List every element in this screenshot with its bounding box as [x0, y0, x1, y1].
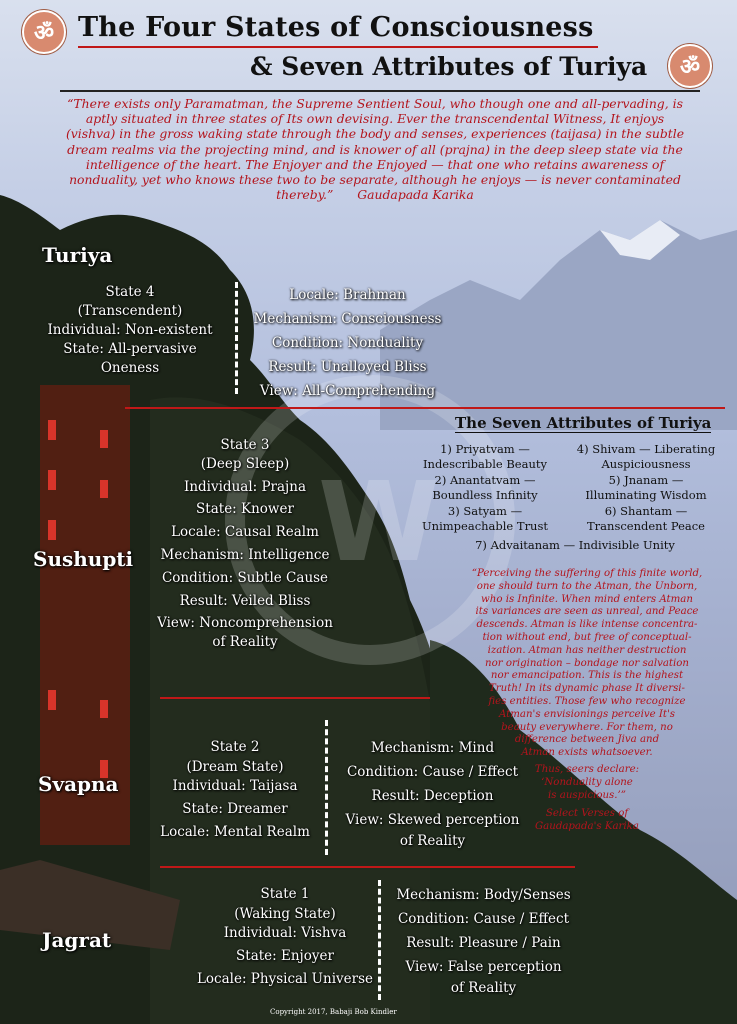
svapna-label: Svapna — [38, 772, 119, 796]
attribute-3-title: 3) Satyam — — [447, 504, 523, 518]
jagrat-line: Mechanism: Body/Senses — [396, 887, 571, 903]
sushupti-column — [140, 436, 350, 652]
attribute-3-meaning: Unimpeachable Trust — [421, 518, 548, 533]
jagrat-left-column — [190, 883, 380, 991]
svapna-line: of Reality — [399, 833, 466, 849]
verse-line: Truth! In its dynamic phase It diversi- — [489, 683, 685, 695]
jagrat-line: Condition: Cause / Effect — [397, 911, 570, 927]
verse-source: Select Verses of — [545, 808, 629, 820]
jagrat-line: of Reality — [450, 980, 517, 996]
sushupti-line: (Deep Sleep) — [200, 455, 290, 472]
attribute-2-title: 2) Anantatvam — — [434, 473, 536, 487]
attribute-4 — [566, 442, 726, 471]
copyright: Copyright 2017, Babaji Bob Kindler — [270, 1008, 397, 1016]
jagrat-line: State: Enjoyer — [236, 948, 334, 964]
verse-line: tion without end, but free of conceptual- — [482, 631, 692, 643]
svapna-line: Result: Deception — [371, 788, 494, 804]
verse-line: beauty everywhere. For them, no — [501, 721, 673, 733]
attribute-3 — [410, 504, 560, 533]
title-line-1: The Four States of Consciousness — [78, 12, 594, 43]
svapna-line: Condition: Cause / Effect — [346, 764, 519, 780]
attribute-5-meaning: Illuminating Wisdom — [585, 487, 707, 502]
attribute-1-meaning: Indescribable Beauty — [423, 456, 547, 471]
attributes-heading: The Seven Attributes of Turiya — [455, 414, 712, 432]
om-symbol-right-icon: ॐ — [668, 44, 712, 88]
svapna-line: View: Skewed perception — [345, 812, 520, 828]
svapna-line: Mechanism: Mind — [370, 740, 495, 756]
jagrat-rule — [160, 866, 575, 868]
turiya-line: State: All-pervasive — [63, 341, 197, 357]
verse-line: fies entities. Those few who recognize — [488, 695, 686, 707]
jagrat-right-column — [386, 883, 581, 997]
jagrat-line: Individual: Vishva — [223, 925, 347, 941]
jagrat-line: View: False perception — [405, 959, 562, 975]
verse-line: nor origination – bondage nor salvation — [485, 657, 689, 669]
attribute-5-title: 5) Jnanam — — [608, 473, 684, 487]
jagrat-line: State 1 — [260, 886, 310, 902]
turiya-rule — [125, 407, 725, 409]
svapna-line: (Dream State) — [186, 759, 284, 775]
jagrat-line: Result: Pleasure / Pain — [406, 935, 561, 951]
turiya-divider — [235, 282, 238, 394]
turiya-line: Condition: Nonduality — [271, 335, 424, 351]
verse-line: ‘Nonduality alone — [541, 776, 633, 788]
verse-line: its variances are seen as unreal, and Peace — [475, 606, 699, 618]
sushupti-line: State 3 — [220, 437, 270, 453]
attribute-1-title: 1) Priyatvam — — [440, 442, 530, 456]
sushupti-line: Locale: Causal Realm — [171, 524, 319, 541]
svapna-line: Locale: Mental Realm — [160, 824, 310, 840]
om-symbol-left-icon: ॐ — [22, 10, 66, 54]
attribute-6 — [566, 504, 726, 533]
svapna-line: State: Dreamer — [182, 801, 288, 817]
attribute-1 — [410, 442, 560, 471]
sushupti-line: Individual: Prajna — [184, 478, 306, 495]
turiya-line: Result: Unalloyed Bliss — [268, 359, 427, 375]
title-underline — [78, 46, 598, 48]
opening-quote — [60, 96, 690, 202]
attribute-7: 7) Advaitanam — Indivisible Unity — [475, 538, 675, 552]
verse-line: Atman exists whatsoever. — [521, 747, 653, 759]
verse-line: Atman's envisionings perceive It's — [498, 708, 675, 720]
attribute-4-meaning: Auspiciousness — [601, 456, 691, 471]
turiya-label: Turiya — [42, 243, 113, 267]
verse-line: Thus, seers declare: — [534, 763, 640, 775]
sushupti-line: State: Knower — [196, 501, 294, 518]
svapna-left-column — [145, 736, 325, 844]
verse-line: one should turn to the Atman, the Unborn, — [476, 580, 698, 592]
opening-quote-text: “There exists only Paramatman, the Supreme Sentient Soul, who though one and all-pervading, is aptly situated in three states of Its own devising. Ever the transcendental Witness, It enjoys (vishva) in the gross waking state through the body and senses, experiences (taijasa) in the subtle dream realms via the projecting mind, and is knower of all (prajna) in the deep sleep state via the intelligence of the heart. The Enjoyer and the Enjoyed — that one who retains awareness of nonduality, yet who knows these two to be separate, although he enjoys — is never contaminated thereby.” — [65, 96, 685, 203]
verse-line: “Perceiving the suffering of this finite world, — [471, 568, 703, 579]
jagrat-divider — [378, 880, 381, 1000]
turiya-line: Individual: Non-existent — [47, 322, 213, 338]
svapna-rule — [160, 697, 430, 699]
verse-line: is auspicious.’” — [548, 789, 626, 801]
svapna-divider — [325, 720, 328, 855]
jagrat-line: Locale: Physical Universe — [196, 971, 374, 987]
attribute-6-meaning: Transcendent Peace — [587, 518, 705, 533]
attribute-5 — [566, 473, 726, 502]
turiya-right-column — [245, 283, 450, 403]
turiya-line: (Transcendent) — [77, 303, 183, 319]
verse-line: ization. Atman has neither destruction — [487, 644, 687, 656]
verse-line: descends. Atman is like intense concentra- — [476, 619, 698, 631]
turiya-line: Mechanism: Consciousness — [253, 311, 442, 327]
sushupti-line: Mechanism: Intelligence — [160, 546, 330, 563]
svapna-right-column — [335, 736, 530, 850]
attribute-2-meaning: Boundless Infinity — [432, 487, 538, 502]
attribute-4-title: 4) Shivam — Liberating — [576, 442, 716, 456]
sushupti-line: of Reality — [212, 634, 278, 651]
sushupti-line: View: Noncomprehension — [157, 615, 333, 632]
turiya-line: Locale: Brahman — [289, 287, 406, 303]
turiya-line: Oneness — [100, 360, 160, 376]
attribute-2 — [410, 473, 560, 502]
title-line-2: & Seven Attributes of Turiya — [250, 52, 648, 81]
turiya-line: State 4 — [105, 284, 155, 300]
verse-line: nor emancipation. This is the highest — [490, 670, 684, 682]
watermark-logo: W — [318, 458, 440, 586]
sushupti-line: Condition: Subtle Cause — [161, 569, 329, 586]
turiya-left-column — [30, 283, 230, 378]
header-rule — [60, 90, 700, 92]
jagrat-line: (Waking State) — [234, 906, 336, 922]
turiya-line: View: All-Comprehending — [259, 383, 436, 399]
verse-source: Gaudapada's Karika — [535, 821, 639, 833]
sushupti-label: Sushupti — [33, 547, 134, 571]
attribute-6-title: 6) Shantam — — [604, 504, 688, 518]
verse-line: difference between Jiva and — [514, 734, 660, 746]
jagrat-label: Jagrat — [42, 928, 112, 952]
svapna-line: Individual: Taijasa — [172, 778, 298, 794]
sushupti-line: Result: Veiled Bliss — [179, 592, 311, 609]
verse-line: who is Infinite. When mind enters Atman — [481, 593, 693, 605]
opening-quote-source: Gaudapada Karika — [357, 187, 474, 203]
svapna-line: State 2 — [210, 739, 260, 755]
